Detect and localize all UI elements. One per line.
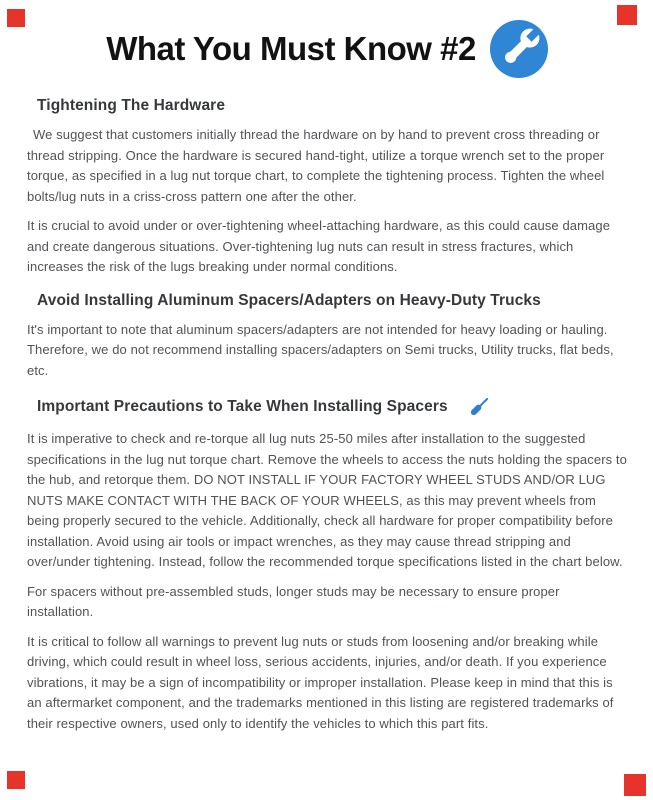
corner-mark-top-left (7, 9, 25, 27)
section-avoid-aluminum (27, 291, 627, 382)
section-heading-tightening (27, 96, 627, 116)
corner-mark-top-right (617, 5, 637, 25)
paragraph-hand-thread: We suggest that customers initially thread the hardware on by hand to prevent cross threading or thread stripping. Once the hardware is secured hand-tight, utilize a torque wrench set to the proper torque, as specified in a lug nut torque chart, to complete the tightening process. Tighten the wheel bolts/lug nuts in a criss-cross pattern one after the other. (27, 127, 605, 204)
section-tightening-hardware (27, 96, 627, 278)
wrench-icon (490, 20, 548, 78)
section-precautions (27, 394, 627, 734)
corner-mark-bottom-left (7, 771, 25, 789)
paragraph-longer-studs: For spacers without pre-assembled studs, longer studs may be necessary to ensure proper installation. (27, 583, 560, 619)
screwdriver-icon (466, 394, 492, 420)
section-heading-precautions (27, 394, 627, 420)
section-heading-label: Avoid Installing Aluminum Spacers/Adapters on Heavy-Duty Trucks (37, 291, 541, 309)
page-header (27, 20, 627, 78)
corner-mark-bottom-right (624, 774, 646, 796)
paragraph-follow-warnings: It is critical to follow all warnings to prevent lug nuts or studs from loosening and/or breaking while driving, which could result in wheel loss, serious accidents, injuries, and/or death. If you experience vibrations, it may be a sign of incompatibility or improper installation. Please keep in mind that this is an aftermarket component, and the trademarks mentioned in this listing are registered trademarks of their respective owners, used only to identify the vehicles to which this part fits. (27, 633, 614, 731)
paragraph-over-tightening: It is crucial to avoid under or over-tightening wheel-attaching hardware, as this could cause damage and create dangerous situations. Over-tightening lug nuts can result in stress fractures, which increases the risk of the lugs breaking under normal conditions. (27, 218, 611, 274)
section-heading-label: Tightening The Hardware (37, 97, 226, 114)
paragraph-retorque-warning: It is imperative to check and re-torque all lug nuts 25-50 miles after installation to the suggested specifications in the lug nut torque chart. Remove the wheels to access the nuts holding the spacers to the hub, and retorque them. DO NOT INSTALL IF YOUR FACTORY WHEEL STUDS AND/OR LUG NUTS MAKE CONTACT WITH THE BACK OF YOUR WHEELS, as this may prevent wheels from being properly secured to the vehicle. Additionally, check all hardware for proper compatibility before installation. Avoid using air tools or impact wrenches, as they may cause thread stripping and over/under tightening. Instead, follow the recommended torque specifications listed in the chart below. (27, 431, 627, 569)
paragraph-heavy-duty: It's important to note that aluminum spacers/adapters are not intended for heavy loading or hauling. Therefore, we do not recommend installing spacers/adapters on Semi trucks, Utility trucks, flat beds, etc. (27, 321, 614, 378)
page-title: What You Must Know #2 (106, 30, 476, 67)
section-heading-label: Important Precautions to Take When Installing Spacers (37, 398, 448, 415)
section-heading-avoid-aluminum (27, 291, 627, 311)
